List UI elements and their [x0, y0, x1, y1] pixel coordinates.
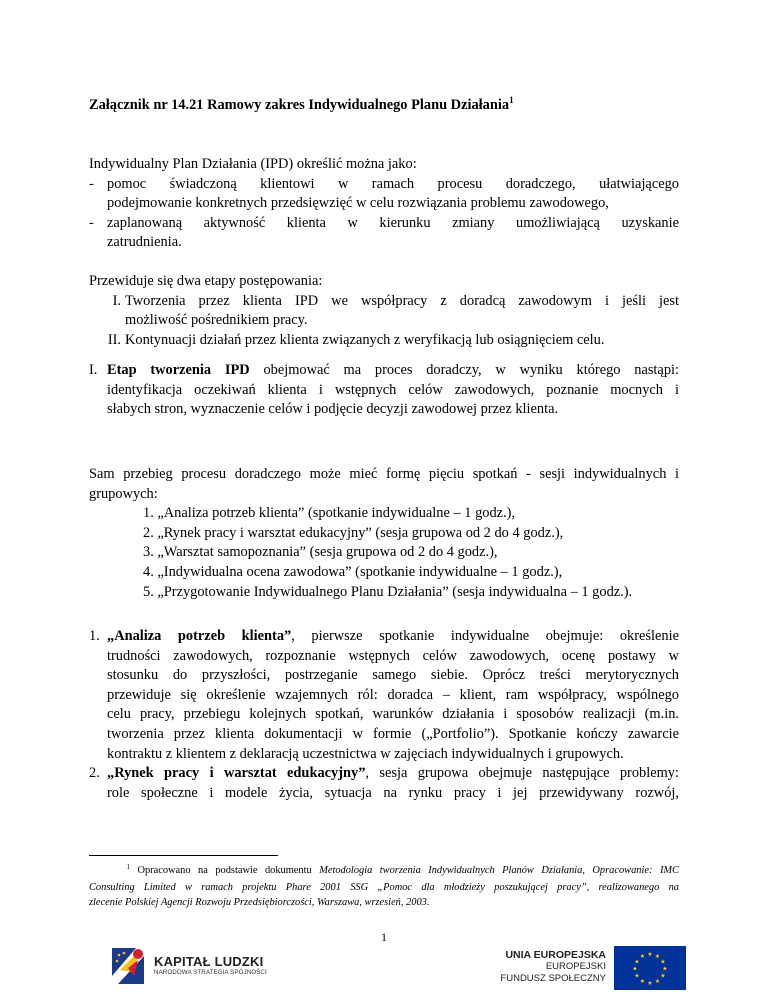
eu-flag-icon [614, 946, 686, 990]
footnote-line [89, 863, 679, 880]
process-line: Sam przebieg procesu doradczego może mieć formę pięciu spotkań - sesji indywidualnych i [89, 466, 679, 482]
svg-text:★: ★ [654, 978, 661, 985]
footnote-line [89, 880, 679, 896]
footnote [89, 863, 679, 911]
intro-item-line: zaplanowaną aktywność klienta w kierunku zmiany umożliwiającą uzyskanie [107, 214, 679, 231]
roman-marker: I. [112, 292, 121, 309]
eu-title: UNIA EUROPEJSKA [505, 949, 606, 961]
kapital-ludzki-logo [110, 946, 280, 988]
section-one-text: obejmować ma proces doradczy, w wyniku którego nastąpi: [249, 362, 680, 378]
section-one-paragraph [89, 361, 679, 420]
stage-item [89, 292, 679, 331]
page-number: 1 [381, 930, 387, 944]
svg-text:★: ★ [639, 953, 646, 960]
stage-line: możliwość pośrednikiem pracy. [125, 312, 308, 329]
section-one-bold: Etap tworzenia IPD [107, 362, 250, 378]
intro-item [89, 175, 679, 214]
eu-logo [496, 946, 688, 988]
detail-item [89, 627, 679, 764]
detail-line: role społeczne i modele życia, sytuacja na rynku pracy i jej przewidywany rozwój, [107, 784, 679, 801]
detail-line: przewiduje się określenie wzajemnych ról: doradca – klient, ram współpracy, wspólnego [107, 686, 679, 703]
intro-item-line: zatrudnienia. [107, 234, 182, 251]
intro-section [89, 155, 679, 253]
roman-marker: I. [89, 362, 98, 378]
kapital-ludzki-emblem-icon [110, 946, 150, 986]
process-section [89, 465, 679, 602]
stages-section [89, 272, 679, 350]
process-line: grupowych: [89, 485, 158, 502]
section-one-line: słabych stron, wyznaczenie celów i podjęcie decyzji zawodowej przez klienta. [107, 401, 559, 418]
footnote-italic: Consulting Limited w ramach projektu Phare 2001 SSG „Pomoc dla młodzieży poszukującej pracy”, realizowanego na [89, 881, 679, 893]
document-title [89, 96, 514, 117]
footnote-ref: 1 [509, 95, 514, 105]
stage-item [89, 331, 679, 351]
dash-marker: - [89, 214, 94, 231]
meeting-item: 1. „Analiza potrzeb klienta” (spotkanie indywidualne – 1 godz.), [143, 505, 516, 522]
roman-marker: II. [107, 331, 121, 348]
svg-text:★: ★ [662, 965, 668, 973]
detail-line: tworzenia przez klienta dokumentacji w formie („Portfolio”). Spotkanie kończy zawarcie [107, 725, 679, 742]
number-marker: 1. [89, 628, 100, 644]
detail-line: kontraktu z klientem z deklaracją uczestnictwa w zajęciach indywidualnych i grupowych. [107, 745, 624, 762]
detail-line: stosunku do przyszłości, postrzeganie samego siebie. Oprócz treści merytorycznych [107, 667, 679, 684]
kl-title: KAPITAŁ LUDZKI [154, 954, 264, 969]
stages-lead: Przewiduje się dwa etapy postępowania: [89, 273, 323, 289]
kapital-ludzki-text [154, 954, 267, 976]
meeting-item: 3. „Warsztat samopoznania” (sesja grupowa od 2 do 4 godz.), [143, 544, 498, 561]
svg-text:★: ★ [660, 958, 666, 966]
meeting-list [89, 504, 679, 602]
detail-text: , sesja grupowa obejmuje następujące problemy: [365, 765, 679, 782]
section-one-line: identyfikacja oczekiwań klienta i wstępnych celów zawodowych, poznanie mocnych i [107, 381, 679, 398]
stage-line: Tworzenia przez klienta IPD we współpracy z doradcą zawodowym i jeśli jest [125, 292, 679, 309]
eu-text [496, 949, 606, 985]
intro-item-line: pomoc świadczoną klientowi w ramach procesu doradczego, ułatwiającego [107, 175, 679, 192]
detail-text: , pierwsze spotkanie indywidualne obejmuje: określenie [291, 628, 679, 644]
footnote-line [89, 895, 679, 911]
eu-line2: EUROPEJSKI [545, 961, 606, 972]
detail-line [107, 627, 679, 647]
meeting-item: 5. „Przygotowanie Indywidualnego Planu Działania” (sesja indywidualna – 1 godz.). [143, 583, 633, 600]
details-section [89, 627, 679, 803]
svg-text:★: ★ [634, 972, 640, 980]
detail-line: celu pracy, przebiegu kolejnych spotkań, warunków działania i sposobów realizacji (m.in. [107, 706, 679, 723]
footnote-separator [89, 855, 278, 856]
stage-line: Kontynuacji działań przez klienta związanych z weryfikacją lub osiągnięciem celu. [125, 331, 605, 348]
intro-item [89, 214, 679, 253]
meeting-item: 2. „Rynek pracy i warsztat edukacyjny” (sesja grupowa od 2 do 4 godz.), [143, 524, 564, 541]
intro-lead: Indywidualny Plan Działania (IPD) określić można jako: [89, 156, 417, 172]
number-marker: 2. [89, 765, 100, 782]
footnote-plain: Opracowano na podstawie dokumentu [137, 865, 320, 876]
footnote-italic: zlecenie Polskiej Agencji Rozwoju Przedsiębiorczości, Warszawa, wrzesień, 2003. [89, 897, 430, 908]
svg-text:★: ★ [639, 978, 646, 985]
svg-text:★: ★ [634, 958, 640, 966]
kl-subtitle: NARODOWA STRATEGIA SPÓJNOŚCI [154, 969, 267, 976]
section-one-line [107, 361, 679, 381]
intro-item-line: podejmowanie konkretnych przedsięwzięć w celu rozwiązania problemu zawodowego, [107, 195, 609, 212]
meeting-item: 4. „Indywidualna ocena zawodowa” (spotkanie indywidualne – 1 godz.), [143, 563, 563, 580]
dash-marker: - [89, 175, 94, 192]
detail-bold: „Rynek pracy i warsztat edukacyjny” [107, 765, 366, 782]
detail-item [89, 764, 679, 803]
section-one [89, 361, 679, 420]
svg-text:★: ★ [632, 965, 638, 973]
svg-text:★: ★ [654, 953, 661, 960]
eu-line3: FUNDUSZ SPOŁECZNY [500, 973, 606, 984]
detail-line: trudności zawodowych, rozpoznanie wstępnych celów zawodowych, ocenę postawy w [107, 647, 679, 664]
footnote-marker: 1 [126, 863, 130, 871]
footnote-italic: Metodologia tworzenia Indywidualnych Planów Działania, Opracowanie: IMC [319, 865, 679, 876]
title-text: Załącznik nr 14.21 Ramowy zakres Indywidualnego Planu Działania [89, 97, 510, 113]
svg-text:★: ★ [647, 980, 653, 987]
svg-text:★: ★ [647, 951, 653, 958]
svg-text:★: ★ [660, 972, 666, 980]
detail-bold: „Analiza potrzeb klienta” [107, 628, 292, 644]
detail-line [107, 764, 679, 784]
